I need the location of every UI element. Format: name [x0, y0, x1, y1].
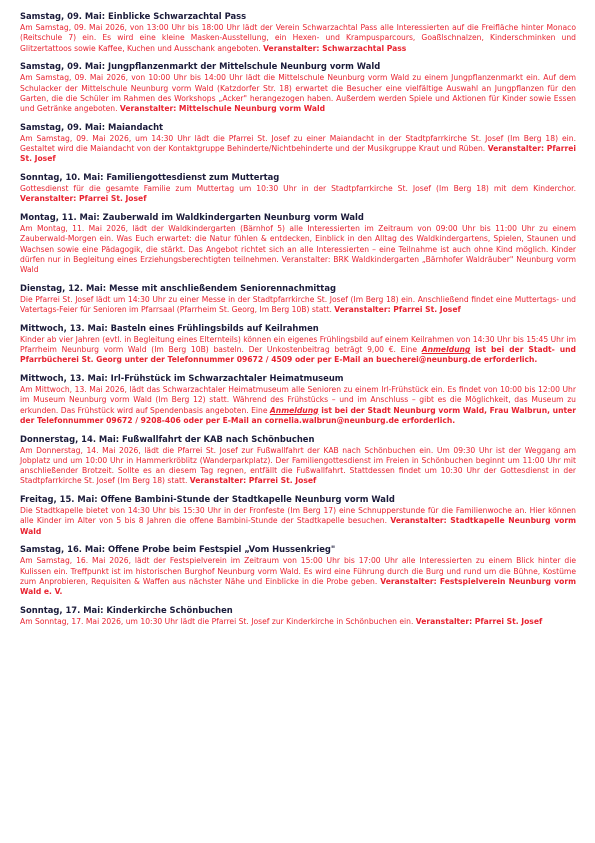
event-title: Samstag, 09. Mai: Einblicke Schwarzachtal Pass — [20, 11, 247, 21]
event-item — [20, 494, 576, 537]
event-organizer: Veranstalter: Festspielverein Neunburg vorm Wald e. V. — [20, 576, 577, 596]
event-description: Gottesdienst für die gesamte Familie zum Muttertag um 10:30 Uhr in der Stadtpfarrkirche St. Josef (Im Berg 18) mit dem Kinderchor. Veranstalter: Pfarrei St. Josef — [20, 184, 576, 204]
event-organizer: Veranstalter: Pfarrei St. Josef — [20, 194, 147, 204]
event-title: Samstag, 09. Mai: Jungpflanzenmarkt der Mittelschule Neunburg vorm Wald — [20, 61, 381, 72]
event-description: Am Mittwoch, 13. Mai 2026, lädt das Schwarzachtaler Heimatmuseum alle Senioren zu einem Irl-Frühstück ein. Es findet von 10:00 bis 12:00 Uhr im Museum Neunburg vorm Wald (Im Berg 12) statt. Während des Frühstücks – und im Anschluss – gibt es die Möglichkeit, das Museum zu erkunden. Das Frühstück wird auf Spendenbasis angeboten. Eine Anmeldung ist bei der Stadt Neunburg vorm Wald, Frau Walbrun, unter der Telefonnummer 09672 / 9208-406 oder per E-Mail an cornelia.walbrun@neunburg.de erforderlich. — [20, 385, 576, 425]
event-title: Donnerstag, 14. Mai: Fußwallfahrt der KAB nach Schönbuchen — [20, 433, 315, 444]
registration-link[interactable]: Anmeldung — [269, 405, 319, 415]
event-organizer: Veranstalter: Pfarrei St. Josef — [415, 616, 543, 626]
event-item — [20, 605, 576, 627]
event-title: Samstag, 09. Mai: Maiandacht — [20, 121, 164, 132]
event-organizer: Veranstalter: Pfarrei St. Josef — [334, 305, 461, 314]
event-title: Mittwoch, 13. Mai: Basteln eines Frühlingsbilds auf Keilrahmen — [20, 322, 319, 333]
event-item — [20, 212, 576, 275]
event-item — [20, 61, 576, 114]
event-item — [20, 122, 576, 165]
event-description: Am Samstag, 09. Mai 2026, um 14:30 Uhr lädt die Pfarrei St. Josef zu einer Maiandacht in der Stadtpfarrkirche St. Josef (Im Berg 18) ein. Gestaltet wird die Maiandacht von der Kontaktgruppe Behinderte/Nichtbehinderte und der Musikgruppe Kraut und Rüben. Veranstalter: Pfarrei St. Josef — [20, 133, 576, 164]
event-organizer: Veranstalter: Pfarrei St. Josef — [189, 476, 317, 486]
event-item — [20, 434, 576, 487]
event-item — [20, 11, 576, 54]
event-organizer: Veranstalter: Stadtkapelle Neunburg vorm Wald — [20, 516, 577, 536]
event-item — [20, 283, 576, 316]
event-description: Am Donnerstag, 14. Mai 2026, lädt die Pfarrei St. Josef zur Fußwallfahrt der KAB nach Schönbuchen ein. Um 09:30 Uhr ist der Weggang am Jobplatz und um 10:00 Uhr in Hammerkröblitz (Wanderparkplatz). Der Familiengottesdienst im Freien in Schönbuchen beginnt um 11:00 Uhr mit anschließender Brotzeit. Sollte es an diesem Tag regnen, entfällt die Fußwallfahrt. Stattdessen findet um 10:30 Uhr der Gottesdienst in der Stadtpfarrkirche St. Josef (Im Berg 18) statt. Veranstalter: Pfarrei St. Josef — [20, 445, 576, 486]
event-description: Am Montag, 11. Mai 2026, lädt der Waldkindergarten (Bärnhof 5) alle Interessierten im Zeitraum von 09:00 Uhr bis 11:00 Uhr zu einem Zauberwald-Morgen ein. Was Euch erwartet: die Natur fühlen & entdecken, Einblick in den Alltag des Waldkindergartens, Spielen, Staunen und Wachsen sowie eine Pädagogik, die stärkt. Das Angebot richtet sich an alle Interessierten – eine Teilnahme ist auch ohne Kind möglich. Kinder dürfen nur in Begleitung eines Erziehungsberechtigten teilnehmen. Veranstalter: BRK Waldkindergarten „Bärnhofer Waldräuber" Neunburg vorm Wald — [20, 224, 576, 274]
registration-link[interactable]: Anmeldung — [421, 345, 471, 354]
event-title: Freitag, 15. Mai: Offene Bambini-Stunde der Stadtkapelle Neunburg vorm Wald — [20, 494, 395, 504]
event-title: Montag, 11. Mai: Zauberwald im Waldkindergarten Neunburg vorm Wald — [20, 212, 364, 222]
event-description: Am Samstag, 16. Mai 2026, lädt der Festspielverein im Zeitraum von 15:00 Uhr bis 17:00 Uhr alle Interessierten zu einem Blick hinter die Kulissen ein. Treffpunkt ist im historischen Burghof Neunburg vorm Wald. Es wird eine Führung durch die Burg und rund um die Bühne, Kostüme zum Anprobieren, Requisiten & Waffen aus nächster Nähe und Einblicke in die Probe geben. Veranstalter: Festspielverein Neunburg vorm Wald e. V. — [20, 556, 577, 596]
event-title: Sonntag, 10. Mai: Familiengottesdienst zum Muttertag — [20, 172, 280, 182]
event-item — [20, 172, 576, 205]
event-organizer: Veranstalter: Schwarzachtal Pass — [263, 43, 407, 53]
event-title: Dienstag, 12. Mai: Messe mit anschließendem Seniorennachmittag — [20, 282, 336, 293]
event-description: Am Samstag, 09. Mai 2026, von 13:00 Uhr bis 18:00 Uhr lädt der Verein Schwarzachtal Pass alle Interessierten auf die Freifläche hinter Monaco (Reitschule 7) ein. Es wird eine kleine Masken-Ausstellung, ein Hexen- und Krampusparcours, Goaßlschnalzen, Kinderschminken und Glitzertattoos sowie Kaffee, Kuchen und Ausschank angeboten. Veranstalter: Schwarzachtal Pass — [20, 23, 576, 53]
event-description: Am Samstag, 09. Mai 2026, von 10:00 Uhr bis 14:00 Uhr lädt die Mittelschule Neunburg vorm Wald zu einem Jungpflanzenmarkt ein. Auf dem Schulacker der Mittelschule Neunburg vorm Wald (Katzdorfer Str. 18) erwartet die Besucher eine vielfältige Auswahl an Jungpflanzen für den Garten, die die Schüler im Rahmen des Workshops „Acker" herangezogen haben. Außerdem werden Spiele und Aktionen für Kinder sowie Essen und Getränke angeboten. Veranstalter: Mittelschule Neunburg vorm Wald — [20, 73, 576, 113]
event-title: Sonntag, 17. Mai: Kinderkirche Schönbuchen — [20, 604, 233, 615]
event-organizer: Veranstalter: Pfarrei St. Josef — [20, 144, 576, 164]
event-description: Am Sonntag, 17. Mai 2026, um 10:30 Uhr lädt die Pfarrei St. Josef zur Kinderkirche in Schönbuchen ein. Veranstalter: Pfarrei St. Josef — [20, 616, 543, 626]
event-description: Kinder ab vier Jahren (evtl. in Begleitung eines Elternteils) können ein eigenes Frühlingsbild auf einem Keilrahmen von 14:30 Uhr bis 15:45 Uhr im Pfarrheim Neunburg vorm Wald (Im Berg 10B) basteln. Der Unkostenbeitrag beträgt 9,00 €. Eine Anmeldung ist bei der Stadt- und Pfarrbücherei St. Georg unter der Telefonnummer 09672 / 4509 oder per E-Mail an buecherei@neunburg.de erforderlich. — [20, 334, 576, 365]
event-item — [20, 323, 576, 366]
event-item — [20, 373, 576, 426]
event-title: Mittwoch, 13. Mai: Irl-Frühstück im Schwarzachtaler Heimatmuseum — [20, 373, 344, 383]
event-item — [20, 544, 576, 597]
event-organizer: Veranstalter: Mittelschule Neunburg vorm Wald — [119, 104, 326, 113]
event-title: Samstag, 16. Mai: Offene Probe beim Festspiel „Vom Hussenkrieg" — [20, 544, 336, 555]
event-list — [20, 11, 576, 635]
event-description: Die Stadtkapelle bietet von 14:30 Uhr bis 15:30 Uhr in der Fronfeste (Im Berg 17) eine Schnupperstunde für die Familienwoche an. Hier können alle Kinder im Alter von 5 bis 8 Jahren die offene Bambini-Stunde der Stadtkapelle besuchen. Veranstalter: Stadtkapelle Neunburg vorm Wald — [20, 506, 577, 536]
event-description: Die Pfarrei St. Josef lädt um 14:30 Uhr zu einer Messe in der Stadtpfarrkirche St. Josef (Im Berg 18) ein. Anschließend findet eine Muttertags- und Vatertags-Feier für Senioren im Pfarrsaal (Pfarrheim St. Georg, Im Berg 10B) statt. Veranstalter: Pfarrei St. Josef — [20, 294, 576, 314]
